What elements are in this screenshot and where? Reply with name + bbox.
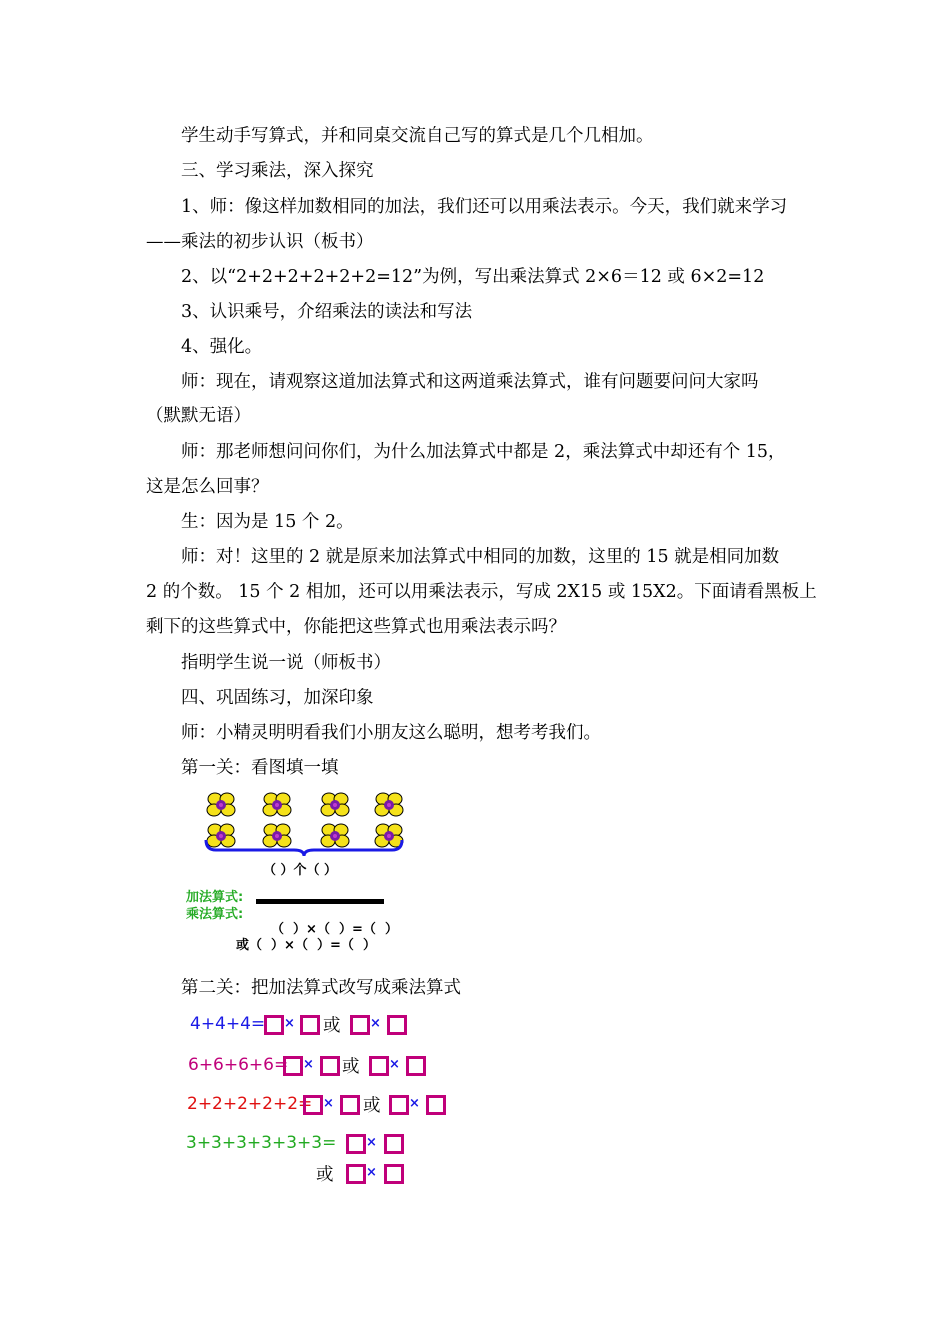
paragraph-line: 师：小精灵明明看我们小朋友这么聪明，想考考我们。 bbox=[181, 723, 601, 743]
curly-brace bbox=[204, 838, 404, 858]
paragraph-line: 这是怎么回事？ bbox=[146, 477, 269, 497]
count-blanks: （ ）个（ ） bbox=[263, 863, 338, 878]
answer-box[interactable] bbox=[426, 1095, 446, 1115]
times-symbol: × bbox=[366, 1135, 377, 1150]
multiplication-blanks-2: 或（ ）×（ ）=（ ） bbox=[236, 938, 376, 953]
paragraph-line: ——乘法的初步认识（板书） bbox=[146, 232, 374, 252]
answer-box[interactable] bbox=[406, 1056, 426, 1076]
answer-line bbox=[256, 899, 384, 904]
multiplication-blanks-1: （ ）×（ ）=（ ） bbox=[271, 922, 398, 937]
times-symbol: × bbox=[389, 1057, 400, 1072]
or-text: 或 bbox=[316, 1165, 334, 1185]
or-text: 或 bbox=[342, 1057, 360, 1077]
paragraph-line: 师：对！这里的 2 就是原来加法算式中相同的加数，这里的 15 就是相同加数 bbox=[181, 547, 780, 567]
times-symbol: × bbox=[323, 1096, 334, 1111]
paragraph-line: 指明学生说一说（师板书） bbox=[181, 653, 391, 673]
section-heading-4: 四、巩固练习，加深印象 bbox=[181, 688, 374, 708]
section-heading-3: 三、学习乘法，深入探究 bbox=[181, 161, 374, 181]
addition-expression: 4+4+4= bbox=[190, 1014, 266, 1034]
answer-box[interactable] bbox=[300, 1015, 320, 1035]
addition-expression: 3+3+3+3+3+3= bbox=[186, 1133, 337, 1153]
addition-expression: 6+6+6+6= bbox=[188, 1055, 289, 1075]
answer-box[interactable] bbox=[303, 1095, 323, 1115]
answer-box[interactable] bbox=[264, 1015, 284, 1035]
times-symbol: × bbox=[409, 1096, 420, 1111]
answer-box[interactable] bbox=[389, 1095, 409, 1115]
or-text: 或 bbox=[363, 1096, 381, 1116]
times-symbol: × bbox=[366, 1165, 377, 1180]
paragraph-line: 2 的个数。 15 个 2 相加，还可以用乘法表示，写成 2X15 或 15X2。下面请看黑板上 bbox=[146, 582, 817, 602]
or-text: 或 bbox=[323, 1016, 341, 1036]
answer-box[interactable] bbox=[283, 1056, 303, 1076]
answer-box[interactable] bbox=[384, 1134, 404, 1154]
times-symbol: × bbox=[370, 1016, 381, 1031]
answer-box[interactable] bbox=[384, 1164, 404, 1184]
exercise-1-title: 第一关：看图填一填 bbox=[181, 758, 339, 778]
times-symbol: × bbox=[284, 1016, 295, 1031]
answer-box[interactable] bbox=[346, 1134, 366, 1154]
paragraph-line: 师：那老师想问问你们，为什么加法算式中都是 2，乘法算式中却还有个 15， bbox=[181, 442, 786, 462]
answer-box[interactable] bbox=[320, 1056, 340, 1076]
flower-icon bbox=[262, 791, 292, 819]
flower-icon bbox=[320, 791, 350, 819]
paragraph-line: 3、认识乘号，介绍乘法的读法和写法 bbox=[181, 302, 473, 322]
multiplication-label: 乘法算式: bbox=[186, 907, 244, 922]
times-symbol: × bbox=[303, 1057, 314, 1072]
paragraph-line: 生：因为是 15 个 2。 bbox=[181, 512, 354, 532]
paragraph-line: （默默无语） bbox=[146, 406, 251, 426]
paragraph-line: 学生动手写算式，并和同桌交流自己写的算式是几个几相加。 bbox=[181, 126, 654, 146]
flower-icon bbox=[206, 791, 236, 819]
answer-box[interactable] bbox=[346, 1164, 366, 1184]
paragraph-line: 剩下的这些算式中，你能把这些算式也用乘法表示吗？ bbox=[146, 617, 566, 637]
paragraph-line: 2、以“2+2+2+2+2+2=12”为例，写出乘法算式 2×6＝12 或 6×2=12 bbox=[181, 267, 765, 287]
addition-expression: 2+2+2+2+2= bbox=[187, 1094, 313, 1114]
answer-box[interactable] bbox=[387, 1015, 407, 1035]
paragraph-line: 师：现在，请观察这道加法算式和这两道乘法算式，谁有问题要问问大家吗 bbox=[181, 372, 759, 392]
paragraph-line: 4、强化。 bbox=[181, 337, 263, 357]
answer-box[interactable] bbox=[340, 1095, 360, 1115]
addition-label: 加法算式: bbox=[186, 890, 244, 905]
answer-box[interactable] bbox=[369, 1056, 389, 1076]
answer-box[interactable] bbox=[350, 1015, 370, 1035]
flower-icon bbox=[374, 791, 404, 819]
exercise-2-title: 第二关：把加法算式改写成乘法算式 bbox=[181, 978, 461, 998]
paragraph-line: 1、师：像这样加数相同的加法，我们还可以用乘法表示。今天，我们就来学习 bbox=[181, 197, 788, 217]
